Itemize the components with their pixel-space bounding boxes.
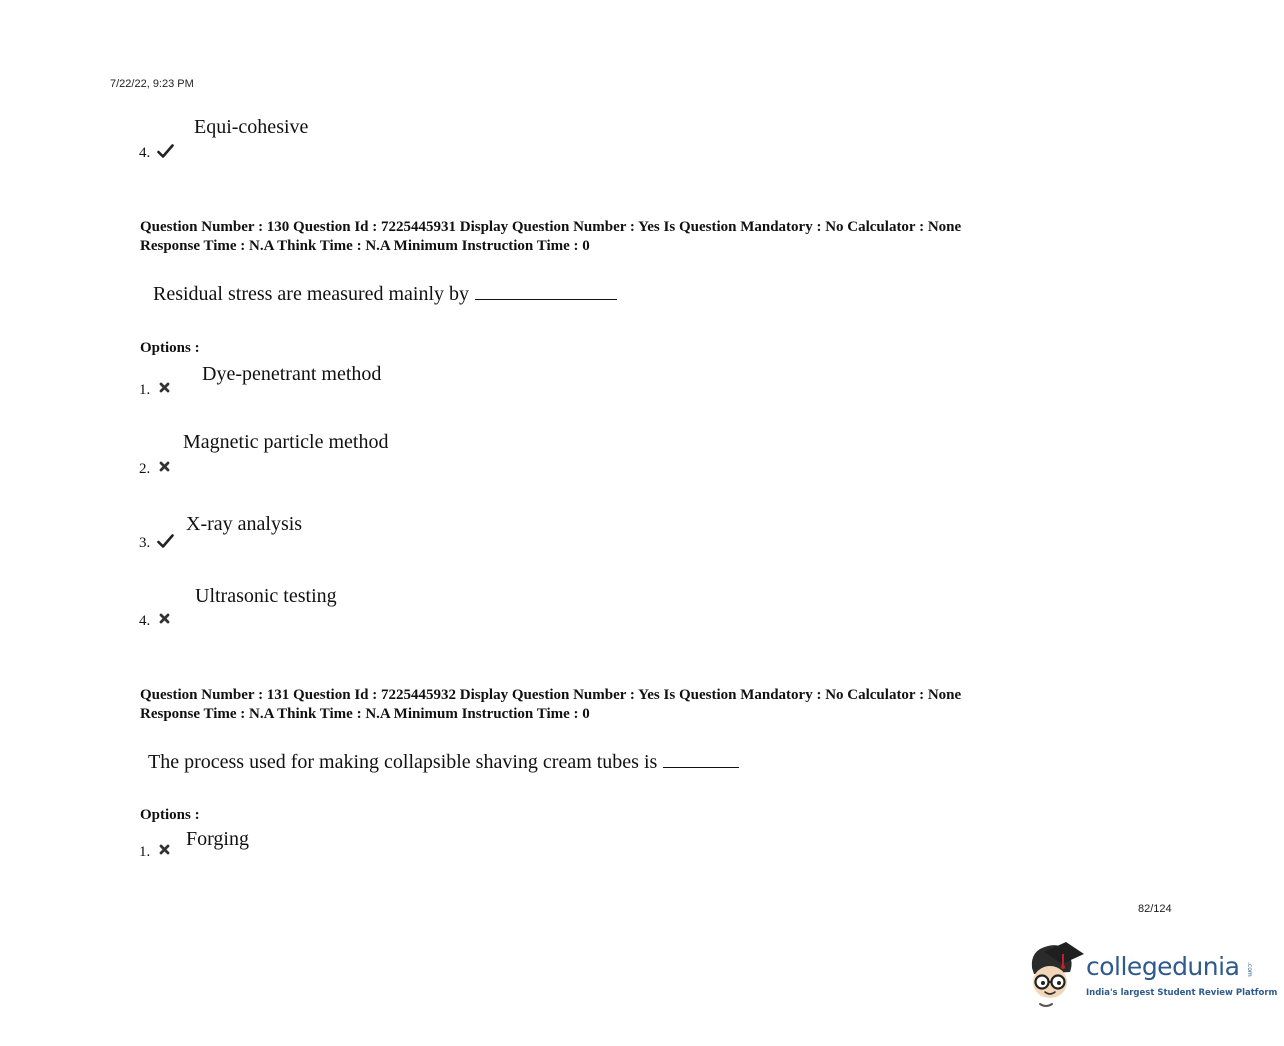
question-131-meta	[140, 686, 961, 724]
question-130-option-1-number: 1.	[139, 382, 151, 398]
logo-tagline: India's largest Student Review Platform	[1086, 988, 1278, 998]
question-131-meta-line1: Question Number : 131 Question Id : 7225445932 Display Question Number : Yes Is Question Mandatory : No Calculator : None	[140, 687, 962, 703]
question-130-text	[153, 281, 617, 306]
question-130-option-2-number: 2.	[139, 461, 151, 477]
question-130-meta-line1: Question Number : 130 Question Id : 7225445931 Display Question Number : Yes Is Question Mandatory : No Calculator : None	[140, 219, 962, 235]
question-131-option-1-text: Forging	[186, 828, 249, 850]
page-number: 82/124	[1138, 903, 1172, 915]
print-timestamp: 7/22/22, 9:23 PM	[110, 78, 194, 90]
question-130-meta	[140, 218, 961, 256]
question-130-text-content: Residual stress are measured mainly by	[153, 283, 470, 305]
question-131-option-1-number: 1.	[139, 844, 151, 860]
cross-icon	[159, 844, 170, 855]
question-130-option-4-number: 4.	[139, 613, 151, 629]
question-130-meta-line2: Response Time : N.A Think Time : N.A Minimum Instruction Time : 0	[140, 238, 590, 254]
logo-suffix-text: .com	[1246, 962, 1253, 977]
mascot-icon	[1022, 938, 1086, 1010]
question-130-options-label: Options :	[140, 340, 200, 356]
prev-option-4-text: Equi-cohesive	[194, 116, 309, 138]
question-131-text	[148, 749, 739, 774]
question-131-text-content: The process used for making collapsible shaving cream tubes is	[148, 751, 658, 773]
question-131-meta-line2: Response Time : N.A Think Time : N.A Minimum Instruction Time : 0	[140, 706, 590, 722]
cross-icon	[159, 461, 170, 472]
question-130-option-3-number: 3.	[139, 535, 151, 551]
check-icon	[157, 534, 174, 548]
question-130-option-2-text: Magnetic particle method	[183, 431, 389, 453]
cross-icon	[159, 382, 170, 393]
check-icon	[157, 144, 174, 158]
question-131-options-label: Options :	[140, 807, 200, 823]
prev-option-4-number: 4.	[139, 145, 151, 161]
question-130-option-4-text: Ultrasonic testing	[195, 585, 337, 607]
logo-brand-text: collegedunia	[1086, 952, 1240, 981]
cross-icon	[159, 613, 170, 624]
collegedunia-logo	[1022, 938, 1278, 1010]
answer-blank	[663, 749, 739, 768]
answer-blank	[475, 281, 617, 300]
question-130-option-3-text: X-ray analysis	[186, 513, 303, 535]
question-130-option-1-text: Dye-penetrant method	[202, 363, 382, 385]
